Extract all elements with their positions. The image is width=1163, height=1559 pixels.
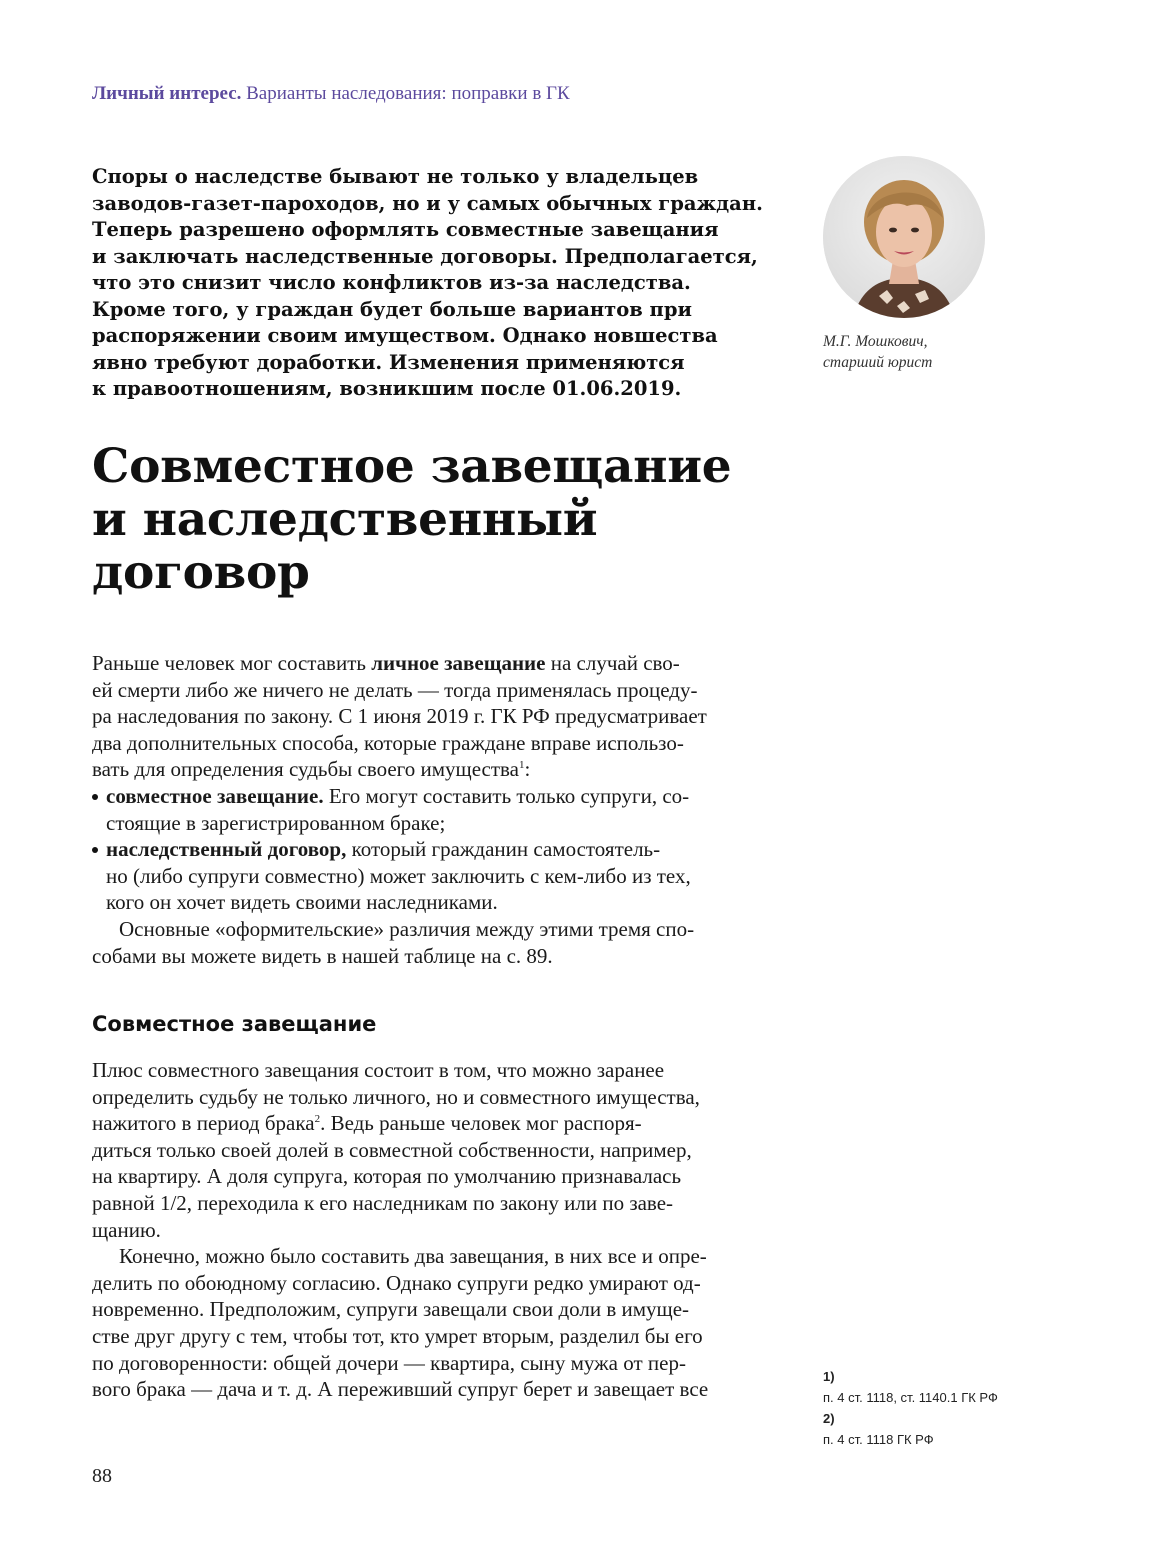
bold-term: совместное завещание. xyxy=(106,783,324,808)
body-line xyxy=(92,1110,772,1137)
author-caption xyxy=(823,331,932,373)
running-head xyxy=(92,83,570,105)
lead-line: явно требуют доработки. Изменения применяются xyxy=(92,350,685,374)
footnote-text: п. 4 ст. 1118, ст. 1140.1 ГК РФ xyxy=(823,1390,998,1405)
body-line: определить судьбу не только личного, но и совместного имущества, xyxy=(92,1084,700,1109)
footnotes xyxy=(823,1366,998,1450)
bold-term: личное завещание xyxy=(371,651,546,675)
body-line: Плюс совместного завещания состоит в том, что можно заранее xyxy=(92,1058,665,1082)
footnote-number: 1) xyxy=(823,1369,835,1384)
text-run: . Ведь раньше человек мог распоря- xyxy=(320,1111,642,1136)
bullet-item xyxy=(92,836,772,863)
lead-line: что это снизит число конфликтов из-за наследства. xyxy=(92,271,691,294)
running-head-topic: Варианты наследования: поправки в ГК xyxy=(246,83,570,104)
running-head-section: Личный интерес. xyxy=(92,83,242,104)
bullet-item xyxy=(92,783,772,810)
body-line: новременно. Предположим, супруги завещали свои доли в имуще- xyxy=(92,1297,690,1322)
lead-line: Споры о наследстве бывают не только у владельцев xyxy=(92,165,699,188)
text-run: Раньше человек мог составить xyxy=(92,651,372,675)
body-line: равной 1/2, переходила к его наследникам по закону или по заве- xyxy=(92,1190,674,1215)
text-run: нажитого в период брака xyxy=(92,1111,315,1136)
body-line: стве друг другу с тем, чтобы тот, кто умрет вторым, разделил бы его xyxy=(92,1323,703,1348)
body-line: ей смерти либо же ничего не делать — тогда применялась процеду- xyxy=(92,677,698,702)
body-line: по договоренности: общей дочери — квартира, сыну мужа от пер- xyxy=(92,1350,686,1375)
body-line: ра наследования по закону. С 1 июня 2019 г. ГК РФ предусматривает xyxy=(92,704,707,729)
title-line: Совместное завещание xyxy=(92,439,732,494)
lead-line: Теперь разрешено оформлять совместные завещания xyxy=(92,218,719,241)
page-number: 88 xyxy=(92,1465,112,1487)
intro-text xyxy=(92,650,772,969)
lead-line: распоряжении своим имуществом. Однако новшества xyxy=(92,324,718,347)
footnote-text: п. 4 ст. 1118 ГК РФ xyxy=(823,1432,934,1447)
bold-term: наследственный договор, xyxy=(106,837,347,862)
article-title xyxy=(92,440,731,599)
text-run: на случай сво- xyxy=(545,651,680,675)
footnote xyxy=(823,1366,998,1408)
footnote-ref: 2 xyxy=(314,1113,321,1126)
section-text xyxy=(92,1057,772,1403)
body-line xyxy=(92,650,772,677)
text-run: вать для определения судьбы своего имущества xyxy=(92,757,520,782)
text-run: Его могут составить только супруги, со- xyxy=(323,783,690,808)
body-line: Основные «оформительские» различия между этими тремя спо- xyxy=(119,916,695,941)
section-heading: Совместное завещание xyxy=(92,1012,377,1036)
text-run: : xyxy=(524,757,531,782)
author-photo xyxy=(823,156,985,318)
author-portrait-image xyxy=(823,156,985,318)
body-line: два дополнительных способа, которые граждане вправе использо- xyxy=(92,730,684,755)
lead-line: и заключать наследственные договоры. Предполагается, xyxy=(92,244,758,268)
body-line: Конечно, можно было составить два завещания, в них все и опре- xyxy=(119,1244,707,1269)
author-name: М.Г. Мошкович, xyxy=(823,333,928,350)
body-line: щанию. xyxy=(92,1217,161,1242)
body-line: на квартиру. А доля супруга, которая по умолчанию признавалась xyxy=(92,1164,682,1189)
body-line xyxy=(92,756,772,783)
text-run: который гражданин самостоятель- xyxy=(346,837,661,862)
body-line: диться только своей долей в совместной собственности, например, xyxy=(92,1137,692,1162)
lead-line: заводов-газет-пароходов, но и у самых обычных граждан. xyxy=(92,191,763,215)
body-line: стоящие в зарегистрированном браке; xyxy=(106,810,446,835)
lead-line: Кроме того, у граждан будет больше вариантов при xyxy=(92,297,692,321)
lead-paragraph xyxy=(92,164,782,403)
footnote-ref: 1 xyxy=(519,759,525,772)
title-line: договор xyxy=(92,545,310,600)
body-line: вого брака — дача и т. д. А переживший супруг берет и завещает все xyxy=(92,1377,709,1402)
footnote-number: 2) xyxy=(823,1411,835,1426)
body-line: кого он хочет видеть своими наследниками. xyxy=(106,890,498,915)
body-line: делить по обоюдному согласию. Однако супруги редко умирают од- xyxy=(92,1270,701,1295)
author-role: старший юрист xyxy=(823,354,933,371)
lead-line: к правоотношениям, возникшим после 01.06.2019. xyxy=(92,377,682,400)
footnote xyxy=(823,1408,998,1450)
title-line: и наследственный xyxy=(92,492,598,547)
body-line: собами вы можете видеть в нашей таблице на с. 89. xyxy=(92,943,553,968)
body-line: но (либо супруги совместно) может заключить с кем-либо из тех, xyxy=(106,863,691,888)
